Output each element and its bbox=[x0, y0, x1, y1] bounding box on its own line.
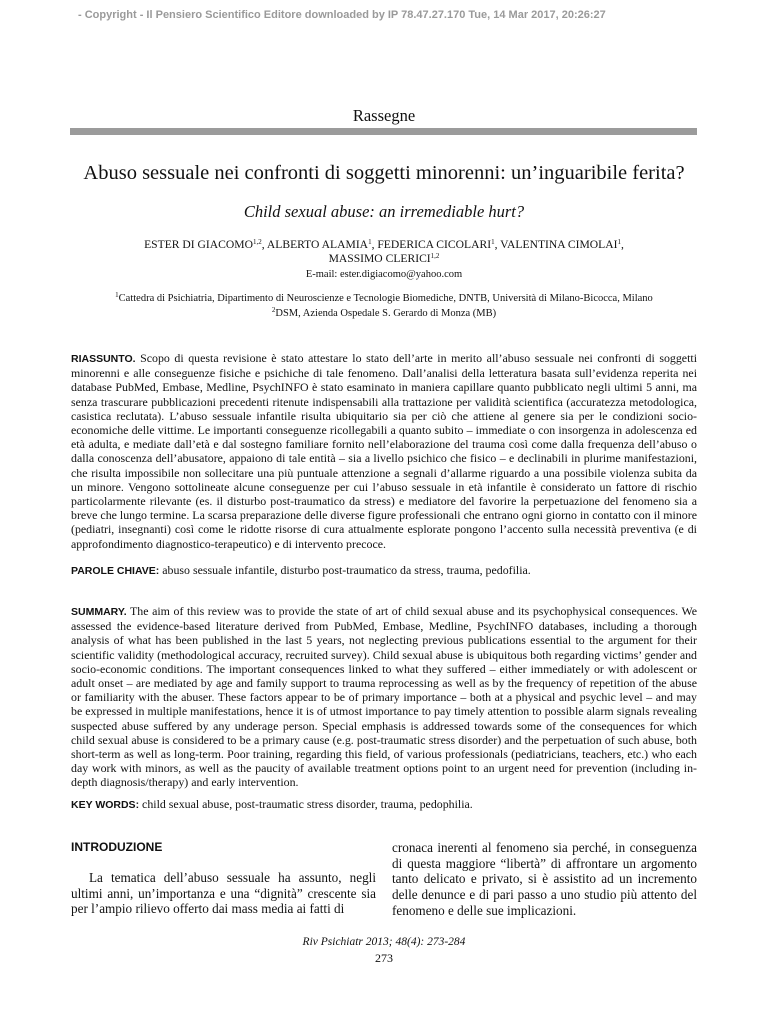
summary-label: SUMMARY. bbox=[71, 606, 127, 618]
section-heading-introduzione: INTRODUZIONE bbox=[71, 840, 163, 854]
author-name: VALENTINA CIMOLAI bbox=[500, 238, 618, 251]
key-words-text: child sexual abuse, post-traumatic stress disorder, trauma, pedophilia. bbox=[142, 797, 473, 811]
parole-chiave-label: PAROLE CHIAVE: bbox=[71, 565, 160, 577]
author-affiliation-marker: 1 bbox=[491, 238, 495, 246]
author-separator: , bbox=[261, 238, 267, 251]
author-email: E-mail: ester.digiacomo@yahoo.com bbox=[305, 269, 463, 280]
section-title: Rassegne bbox=[352, 106, 416, 125]
author-separator: , bbox=[620, 238, 624, 251]
author-affiliation-marker: 1 bbox=[617, 238, 621, 246]
article-title: Abuso sessuale nei confronti di soggetti minorenni: un’inguaribile ferita? bbox=[83, 162, 685, 184]
author-separator: , bbox=[494, 238, 501, 251]
author-separator: , bbox=[371, 238, 378, 251]
journal-citation: Riv Psichiatr 2013; 48(4): 273-284 bbox=[302, 936, 466, 948]
intro-paragraph-right: cronaca inerenti al fenomeno sia perché, in conseguenza di questa maggiore “libertà” di affrontare un argomento tanto delicato e privato, si è assistito ad un incremento delle denunce e di pari passo a uno studio più attento del fenomeno e delle sue implicazioni. bbox=[392, 840, 697, 918]
affiliation-marker: 2 bbox=[271, 306, 276, 314]
author-name: MASSIMO CLERICI bbox=[328, 252, 431, 265]
affiliation-marker: 1 bbox=[115, 291, 119, 299]
intro-paragraph-left: La tematica dell’abuso sessuale ha assunto, negli ultimi anni, un’importanza e una “dignità” crescente sia per l’ampio rilievo offerto dai mass media ai fatti di bbox=[71, 870, 376, 917]
key-words-label: KEY WORDS: bbox=[71, 799, 140, 811]
article-subtitle: Child sexual abuse: an irremediable hurt? bbox=[243, 202, 525, 221]
author-affiliation-marker: 1 bbox=[368, 238, 372, 246]
author-name: ESTER DI GIACOMO bbox=[144, 238, 253, 251]
affiliation bbox=[0, 308, 768, 319]
author-name: FEDERICA CICOLARI bbox=[377, 238, 492, 251]
key-words bbox=[71, 797, 697, 812]
summary-abstract bbox=[71, 604, 697, 790]
affiliation-text: DSM, Azienda Ospedale S. Gerardo di Monza (MB) bbox=[275, 308, 497, 319]
page-number: 273 bbox=[375, 951, 393, 965]
author-list bbox=[90, 238, 678, 266]
riassunto-abstract bbox=[71, 351, 697, 551]
riassunto-label: RIASSUNTO. bbox=[71, 353, 136, 365]
author-affiliation-marker: 1,2 bbox=[252, 238, 262, 246]
author-affiliation-marker: 1,2 bbox=[430, 252, 440, 260]
affiliation bbox=[0, 293, 768, 304]
affiliation-text: Cattedra di Psichiatria, Dipartimento di Neuroscienze e Tecnologie Biomediche, DNTB, Università di Milano-Bicocca, Milano bbox=[118, 293, 653, 304]
author-name: ALBERTO ALAMIA bbox=[266, 238, 369, 251]
riassunto-text: Scopo di questa revisione è stato attestare lo stato dell’arte in merito all’abuso sessuale nei confronti di soggetti minorenni e alle conseguenze fisiche e psichiche di tale fenomeno. Dall’analisi della letteratura basata sull’evidenza reperita nei database PubMed, Embase, Medline, PsychINFO è stato esaminato in maniera capillare quanto pubblicato negli ultimi 5 anni, ma senza trascurare pubblicazioni precedenti ritenute indispensabili alla trattazione per validità scientifica (accuratezza metodologica, casistica reclutata). L’abuso sessuale infantile risulta ubiquitario sia per ciò che attiene al genere sia per le condizioni socio-economiche delle vittime. Le importanti conseguenze ricollegabili a quanto subito – immediate o con insorgenza in adolescenza ed età adulta, e mediate dall’età e dal sostegno familiare fornito nell’elaborazione del trauma così come dalla frequenza dell’abuso o dalla conoscenza dell’abusatore, appaiono di tale entità – sia a livello psichico che fisico – e declinabili in plurime manifestazioni, che risulta impossibile non sollecitare una più puntuale attenzione a segnali d’allarme riguardo a una possibile violenza subita da un minore. Vengono sottolineate alcune conseguenze per cui l’abuso sessuale in età infantile è considerato un fattore di rischio particolarmente rilevante (es. il disturbo post-traumatico da stress) e mediatore del favorire la perpetuazione del fenomeno sia a breve che lungo termine. La scarsa preparazione delle diverse figure professionali che entrano ogni giorno in contatto con il minore (pediatri, insegnanti) così come le ridotte risorse di cura attualmente esplorate pongono l’accento sulla necessità preventiva (e di approfondimento diagnostico-terapeutico) e di intervento precoce. bbox=[71, 351, 697, 551]
parole-chiave bbox=[71, 563, 697, 578]
copyright-notice: - Copyright - Il Pensiero Scientifico Editore downloaded by IP 78.47.27.170 Tue, 14 Mar 2017, 20:26:27 bbox=[78, 9, 606, 21]
section-divider bbox=[70, 128, 697, 135]
summary-text: The aim of this review was to provide the state of art of child sexual abuse and its psychophysical consequences. We assessed the evidence-based literature derived from PubMed, Embase, Medline, PsychINFO databases, including a thorough analysis of what has been published in the last 5 years, not neglecting previous publications essential to the argument for their scientific validity (methodological accuracy, recruited survey). Child sexual abuse is ubiquitous both regarding victims’ gender and socio-economic conditions. The important consequences linked to what they suffered – either immediately or with adolescent or adult onset – are mediated by age and family support to trauma reprocessing as well as by the frequency of repetition of the abuse or familiarity with the abuser. These factors appear to be of primary importance – both at a physical and psychic level – and may be expressed in multiple manifestations, hence it is of utmost importance to pay timely attention to possible alarm signals revealing suspected abuse suffered by any underage person. Special emphasis is addressed towards some of the consequences for which child sexual abuse is considered to be a primary cause (e.g. post-traumatic stress disorder) and the perpetuation of such abuse, both short-term as well as long-term. Poor training, regarding this field, of various professionals (pediatricians, teachers, etc.) who each day work with minors, as well as the paucity of available treatment options point to an urgent need for prevention (including in-depth diagnosis/therapy) and early intervention. bbox=[71, 604, 697, 790]
parole-chiave-text: abuso sessuale infantile, disturbo post-traumatico da stress, trauma, pedofilia. bbox=[162, 563, 531, 577]
